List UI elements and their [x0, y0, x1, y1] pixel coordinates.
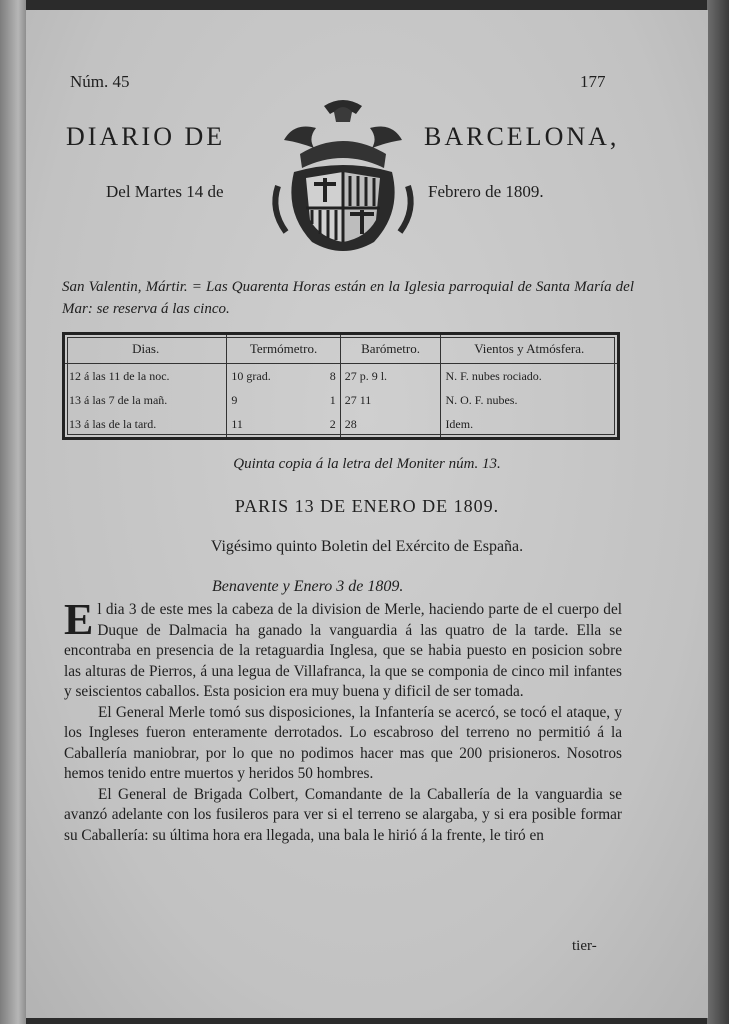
weather-cell: 11: [231, 417, 243, 432]
weather-cell: Idem.: [445, 417, 474, 432]
weather-cell: 28: [340, 413, 441, 437]
weather-row: [65, 413, 617, 437]
article-body: [64, 595, 622, 846]
weather-cell: 9: [231, 393, 238, 408]
weather-cell: 13 á las 7 de la mañ.: [65, 388, 227, 412]
weather-cell: N. O. F. nubes.: [445, 393, 518, 408]
weather-header-days: Dias.: [65, 335, 227, 364]
weather-cell: 2: [314, 413, 340, 437]
article-subheading: Vigésimo quinto Boletin del Exército de España.: [210, 538, 524, 555]
catchword: tier-: [572, 938, 597, 954]
issue-date-right: Febrero de 1809.: [428, 182, 544, 201]
paragraph: El General Merle tomó sus disposiciones, la Infantería se acercó, se tocó el ataque, y los Ingleses fueron enteramente derrotados. Lo escabroso del terreno no permitió á la Caballería maniobrar, por lo que no podimos hacer mas que 200 prisioneros. Nosotros hemos tenido entre muertos y heridos 50 hombres.: [64, 703, 622, 782]
source-note: Quinta copia á la letra del Moniter núm. 13.: [233, 456, 501, 472]
book-binding-edge: [707, 0, 729, 1024]
weather-cell: N. F. nubes rociado.: [445, 368, 542, 383]
article-dateline: Benavente y Enero 3 de 1809.: [212, 578, 404, 595]
weather-table: [62, 332, 620, 440]
masthead-right: BARCELONA,: [424, 122, 620, 151]
weather-cell: 27 p. 9 l.: [340, 364, 441, 389]
weather-row: [65, 364, 617, 389]
paragraph-text: l dia 3 de este mes la cabeza de la division de Merle, haciendo parte de el cuerpo del Duque de Dalmacia ha ganado la vanguardia á las quatro de la tarde. Ella se encontraba en presencia de la retaguardia Inglesa, que se habia puesto en posicion sobre las alturas de Pierros, á una legua de Villafranca, la que se componia de cinco mil infantes y seiscientos caballos. Esta posicion era muy buena y dificil de ser tomada.: [64, 601, 622, 700]
page-number: 177: [580, 72, 606, 91]
weather-header-barometer: Barómetro.: [340, 335, 441, 364]
weather-cell: 13 á las de la tard.: [65, 413, 227, 437]
paragraph: El General de Brigada Colbert, Comandante de la Caballería de la vanguardia se avanzó adelante con los fusileros para ver si el terreno se alargaba, y si era posible formar su Caballería: su última hora era llegada, una bala le hirió á la frente, le tiró en: [64, 785, 622, 844]
weather-cell: 12 á las 11 de la noc.: [65, 364, 227, 389]
weather-header-winds: Vientos y Atmósfera.: [441, 335, 617, 364]
article-heading: PARIS 13 DE ENERO DE 1809.: [234, 496, 500, 516]
saints-of-the-day: San Valentin, Mártir. = Las Quarenta Horas están en la Iglesia parroquial de Santa María del Mar: se reserva á las cinco.: [62, 279, 634, 317]
barcelona-coat-of-arms-icon: [264, 92, 422, 260]
facing-page-edge: [0, 0, 26, 1024]
drop-cap: E: [64, 595, 94, 644]
weather-cell: 8: [314, 364, 340, 389]
newspaper-page: [26, 10, 708, 1018]
weather-row: [65, 388, 617, 412]
issue-date-left: Del Martes 14 de: [106, 182, 224, 201]
weather-cell: 10 grad.: [231, 368, 271, 383]
weather-cell: 1: [314, 388, 340, 412]
paragraph: [64, 595, 622, 703]
weather-header-thermometer: Termómetro.: [227, 335, 340, 364]
weather-cell: 27 11: [340, 388, 441, 412]
issue-number: Núm. 45: [70, 72, 130, 91]
masthead-left: DIARIO DE: [66, 122, 226, 151]
